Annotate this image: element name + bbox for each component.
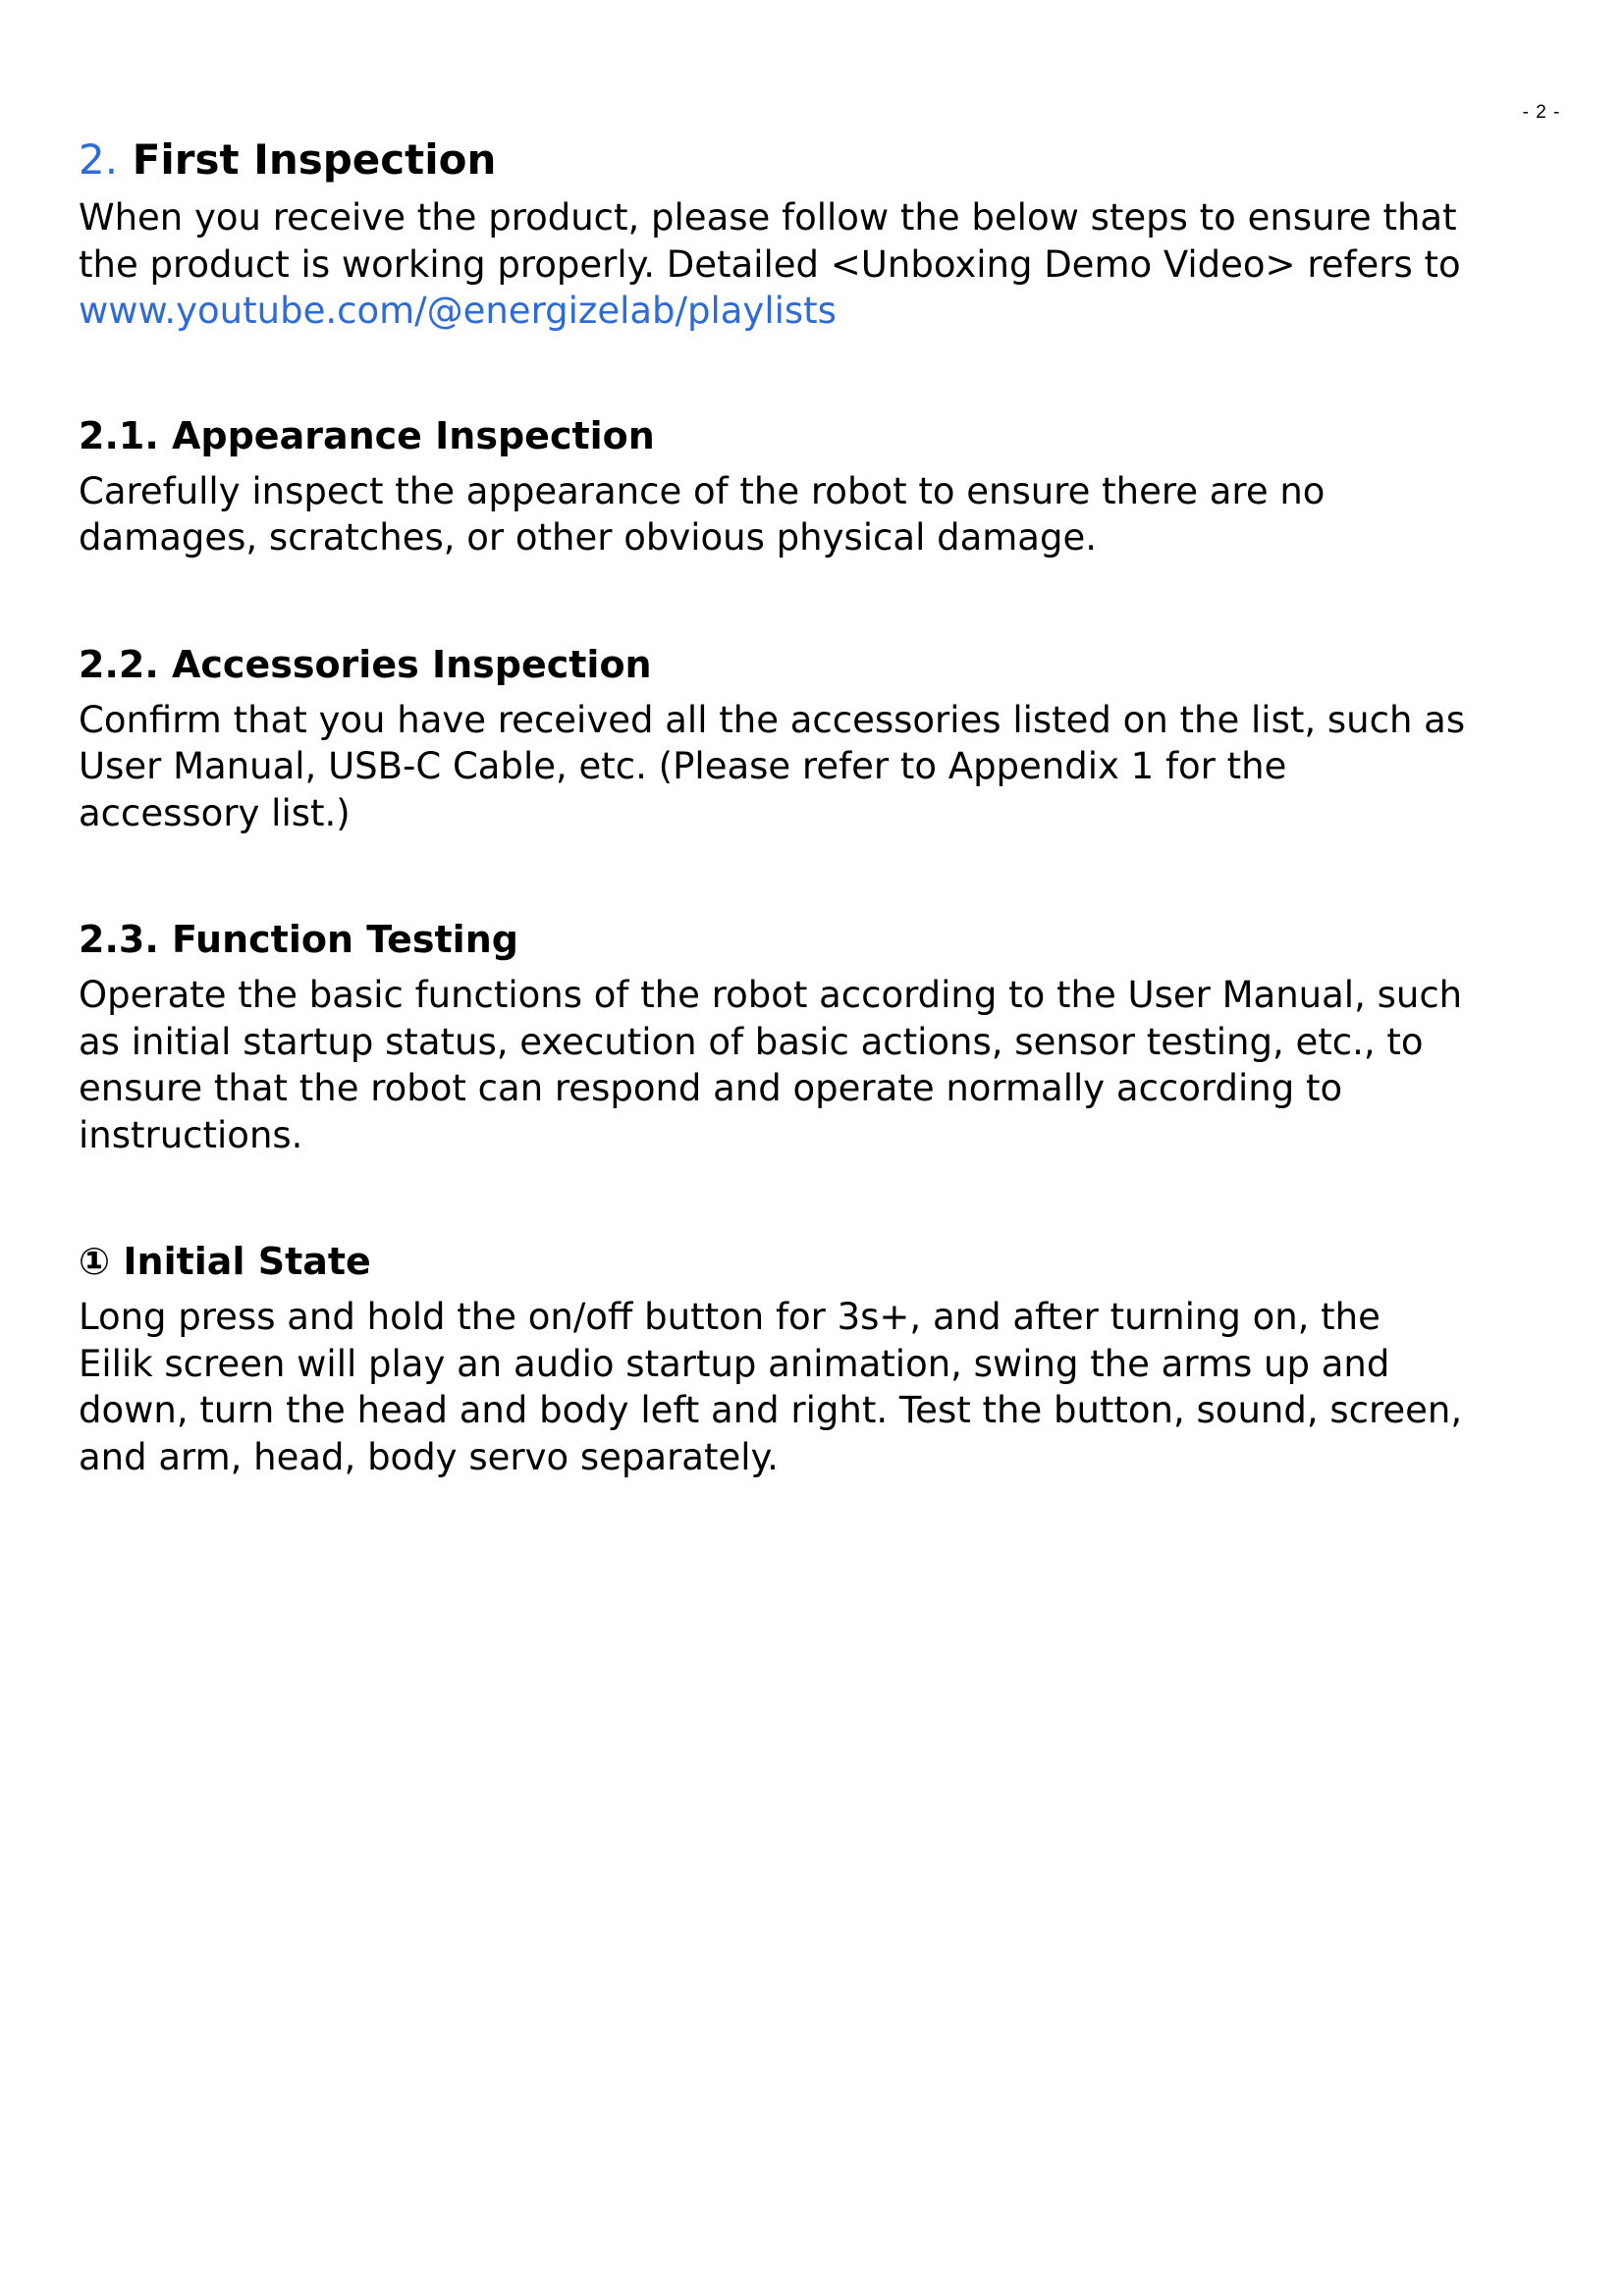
section-title: First Inspection (132, 135, 497, 184)
page-number: - 2 - (1522, 102, 1561, 123)
subsection-body-function-testing (79, 972, 1571, 1158)
intro-line: When you receive the product, please follow the below steps to ensure that (79, 196, 1457, 239)
subsection-body-appearance (79, 468, 1571, 561)
subsection-heading-appearance: 2.1. Appearance Inspection (79, 413, 655, 457)
body-line: ensure that the robot can respond and operate normally according to (79, 1067, 1343, 1109)
section-heading (79, 130, 1571, 190)
body-line: Carefully inspect the appearance of the robot to ensure there are no (79, 469, 1326, 512)
body-line: Eilik screen will play an audio startup animation, swing the arms up and (79, 1342, 1390, 1385)
body-line: as initial startup status, execution of basic actions, sensor testing, etc., to (79, 1020, 1424, 1063)
body-line: damages, scratches, or other obvious physical damage. (79, 516, 1097, 559)
playlist-link[interactable]: www.youtube.com/@energizelab/playlists (79, 290, 837, 332)
body-line: Confirm that you have received all the accessories listed on the list, such as (79, 698, 1466, 741)
subsection-heading-function-testing: 2.3. Function Testing (79, 918, 518, 961)
document-body (79, 130, 1571, 1480)
body-line: instructions. (79, 1113, 303, 1156)
body-line: Operate the basic functions of the robot according to the User Manual, such (79, 974, 1463, 1016)
body-line: Long press and hold the on/off button for 3s+, and after turning on, the (79, 1296, 1380, 1338)
body-line: and arm, head, body servo separately. (79, 1435, 779, 1478)
body-line: down, turn the head and body left and right. Test the button, sound, screen, (79, 1389, 1463, 1431)
section-number: 2. (79, 135, 119, 184)
subsection-heading-initial-state: ① Initial State (79, 1240, 371, 1283)
subsection-body-initial-state (79, 1294, 1571, 1480)
intro-line: the product is working properly. Detailed <Unboxing Demo Video> refers to (79, 242, 1461, 286)
subsection-heading-accessories: 2.2. Accessories Inspection (79, 642, 652, 686)
subsection-body-accessories (79, 697, 1571, 837)
body-line: accessory list.) (79, 791, 351, 834)
body-line: User Manual, USB-C Cable, etc. (Please refer to Appendix 1 for the (79, 745, 1287, 787)
section-intro (79, 194, 1571, 335)
